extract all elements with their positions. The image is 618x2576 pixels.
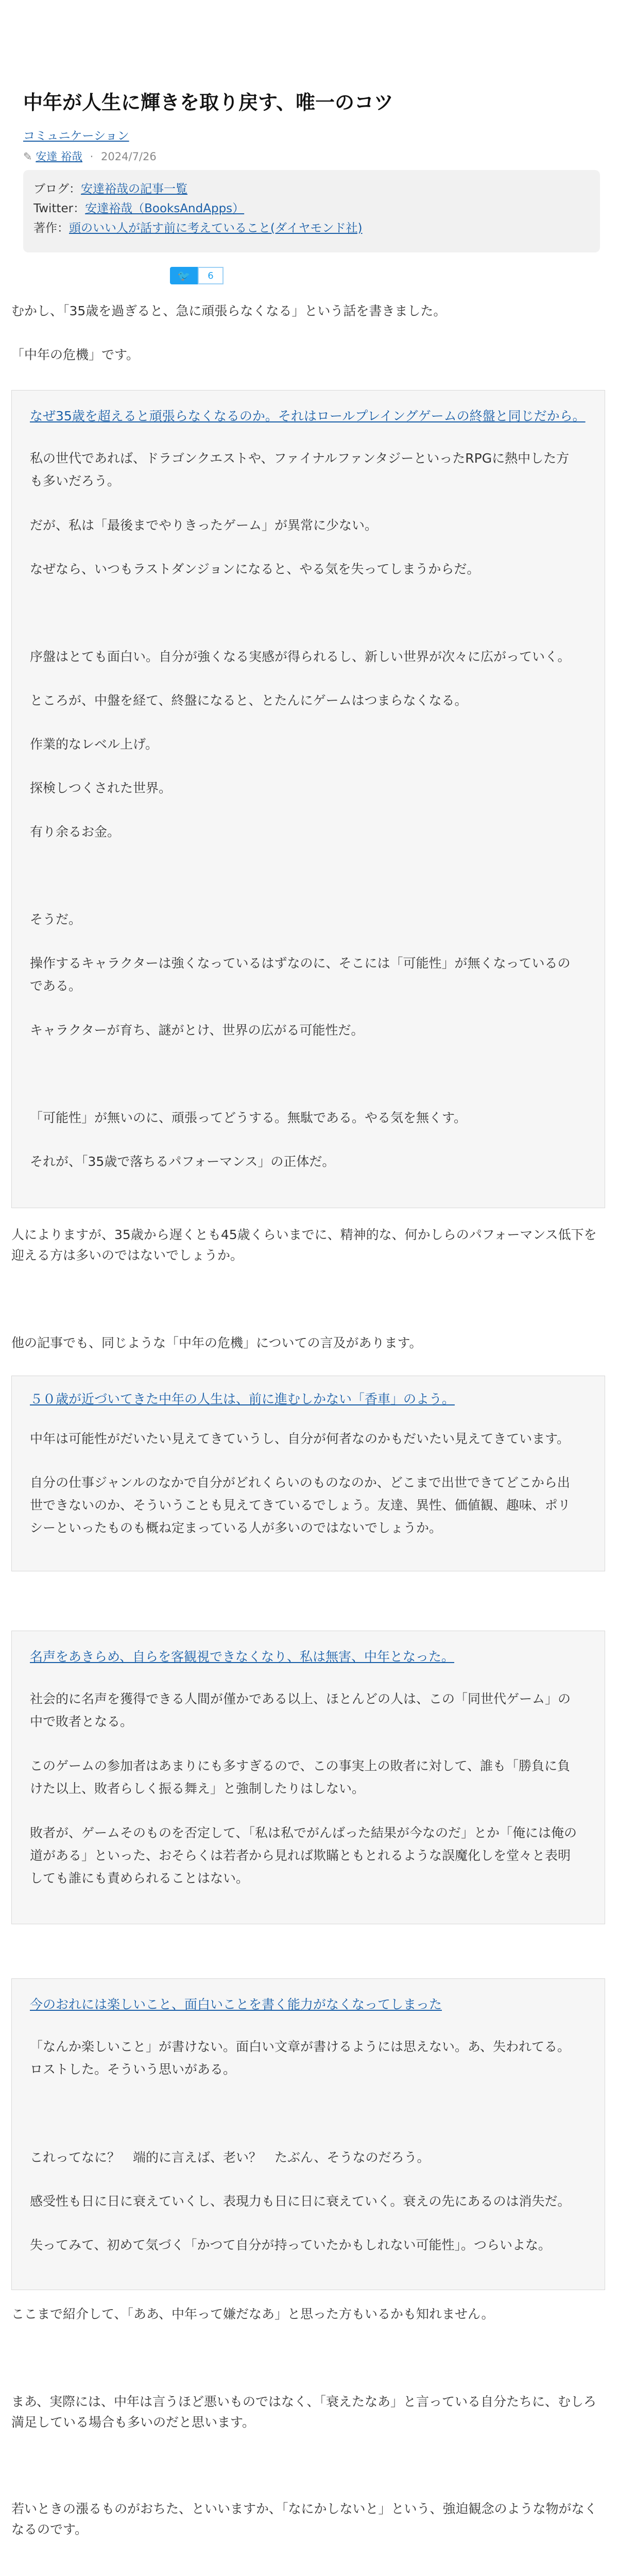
twitter-link[interactable]: 安達裕哉（BooksAndApps） — [85, 202, 245, 215]
quote-heading-link[interactable]: 今のおれには楽しいこと、面白いことを書く能力がなくなってしまった — [30, 1997, 442, 2012]
author-info-box — [23, 170, 600, 252]
article-meta — [23, 148, 157, 164]
quote-box — [11, 390, 605, 1208]
quote-line: 中年は可能性がだいたい見えてきていうし、自分が何者なのかもだいたい見えてきています。 — [30, 1431, 570, 1446]
author-link[interactable]: 安達 裕哉 — [36, 150, 82, 163]
article-title: 中年が人生に輝きを取り戻す、唯一のコツ — [23, 91, 393, 114]
twitter-label: Twitter： — [33, 202, 85, 215]
quote-line: 「なんか楽しいこと」が書けない。面白い文章が書けるようには思えない。あ、失われてる。ロストした。そういう思いがある。 — [30, 2039, 571, 2077]
quote-box — [11, 1376, 605, 1571]
twitter-share[interactable] — [170, 267, 224, 284]
quote-line: 有り余るお金。 — [30, 824, 121, 839]
info-row-book — [33, 218, 590, 238]
quote-line: 感受性も日に日に衰えていくし、表現力も日に日に衰えていく。衰えの先にあるのは消失だ。 — [30, 2194, 571, 2209]
quote-heading-link[interactable]: ５０歳が近づいてきた中年の人生は、前に進むしかない「香車」のよう。 — [30, 1392, 455, 1406]
paragraph: 人によりますが、35歳から遅くとも45歳くらいまでに、精神的な、何かしらのパフォーマンス低下を迎える方は多いのではないでしょうか。 — [11, 1227, 597, 1263]
book-label: 著作： — [33, 222, 69, 235]
publish-date: 2024/7/26 — [101, 150, 157, 163]
category-link[interactable]: コミュニケーション — [23, 129, 129, 143]
info-row-blog — [33, 179, 590, 199]
quote-line: 操作するキャラクターは強くなっているはずなのに、そこには「可能性」が無くなっているのである。 — [30, 956, 571, 993]
quote-box — [11, 1631, 605, 1924]
pencil-icon: ✎ — [23, 150, 32, 163]
quote-line: キャラクターが育ち、謎がとけ、世界の広がる可能性だ。 — [30, 1023, 364, 1038]
paragraph: 「中年の危機」です。 — [11, 347, 140, 362]
paragraph: 他の記事でも、同じような「中年の危機」についての言及があります。 — [11, 1335, 422, 1350]
quote-line: 私の世代であれば、ドラゴンクエストや、ファイナルファンタジーといったRPGに熱中した方も多いだろう。 — [30, 451, 570, 488]
quote-line: 作業的なレベル上げ。 — [30, 737, 159, 752]
quote-line: 社会的に名声を獲得できる人間が僅かである以上、ほとんどの人は、この「同世代ゲーム」の中で敗者となる。 — [30, 1691, 571, 1729]
paragraph: まあ、実際には、中年は言うほど悪いものではなく、「衰えたなあ」と言っている自分たちに、むしろ満足している場合も多いのだと思います。 — [11, 2394, 597, 2430]
quote-box — [11, 1978, 605, 2290]
blog-link[interactable]: 安達裕哉の記事一覧 — [81, 182, 187, 196]
quote-line: このゲームの参加者はあまりにも多すぎるので、この事実上の敗者に対して、誰も「勝負に負けた以上、敗者らしく振る舞え」と強制したりはしない。 — [30, 1758, 571, 1796]
quote-line: だが、私は「最後までやりきったゲーム」が異常に少ない。 — [30, 518, 378, 533]
quote-line: ところが、中盤を経て、終盤になると、とたんにゲームはつまらなくなる。 — [30, 693, 468, 708]
share-count: 6 — [198, 267, 224, 284]
quote-line: それが、「35歳で落ちるパフォーマンス」の正体だ。 — [30, 1154, 335, 1169]
quote-heading-link[interactable]: 名声をあきらめ、自らを客観視できなくなり、私は無害、中年となった。 — [30, 1649, 455, 1664]
quote-line: 失ってみて、初めて気づく「かつて自分が持っていたかもしれない可能性」。つらいよな。 — [30, 2238, 552, 2252]
quote-line: そうだ。 — [30, 912, 82, 927]
info-row-twitter — [33, 199, 590, 218]
paragraph: むかし、「35歳を過ぎると、急に頑張らなくなる」という話を書きました。 — [11, 303, 447, 318]
quote-line: 序盤はとても面白い。自分が強くなる実感が得られるし、新しい世界が次々に広がっていく。 — [30, 649, 571, 664]
quote-line: 「可能性」が無いのに、頑張ってどうする。無駄である。やる気を無くす。 — [30, 1110, 467, 1125]
quote-line: 自分の仕事ジャンルのなかで自分がどれくらいのものなのか、どこまで出世できてどこから出世できないのか、そういうことも見えてきているでしょう。友達、異性、価値観、趣味、ポリシーといったものも概ね定まっている人が多いのではないでしょうか。 — [30, 1475, 571, 1535]
paragraph: ここまで紹介して、「ああ、中年って嫌だなあ」と思った方もいるかも知れません。 — [11, 2307, 494, 2321]
quote-heading-link[interactable]: なぜ35歳を超えると頑張らなくなるのか。それはロールプレイングゲームの終盤と同じだから。 — [30, 409, 586, 423]
twitter-bird-icon[interactable]: 🐦 — [170, 267, 198, 284]
quote-line: 探検しつくされた世界。 — [30, 781, 172, 795]
blog-label: ブログ： — [33, 182, 81, 196]
meta-separator: · — [90, 150, 94, 163]
quote-line: 敗者が、ゲームそのものを否定して、「私は私でがんばった結果が今なのだ」とか「俺には俺の道がある」といった、おそらくは若者から見れば欺瞞ともとれるような誤魔化しを堂々と表明しても誰にも責められることはない。 — [30, 1825, 577, 1886]
quote-line: なぜなら、いつもラストダンジョンになると、やる気を失ってしまうからだ。 — [30, 562, 480, 577]
paragraph: 若いときの漲るものがおちた、といいますか、「なにかしないと」という、強迫観念のような物がなくなるのです。 — [11, 2501, 597, 2537]
book-link[interactable]: 頭のいい人が話す前に考えていること(ダイヤモンド社) — [69, 222, 363, 235]
quote-line: これってなに？ 端的に言えば、老い？ たぶん、そうなのだろう。 — [30, 2150, 430, 2165]
